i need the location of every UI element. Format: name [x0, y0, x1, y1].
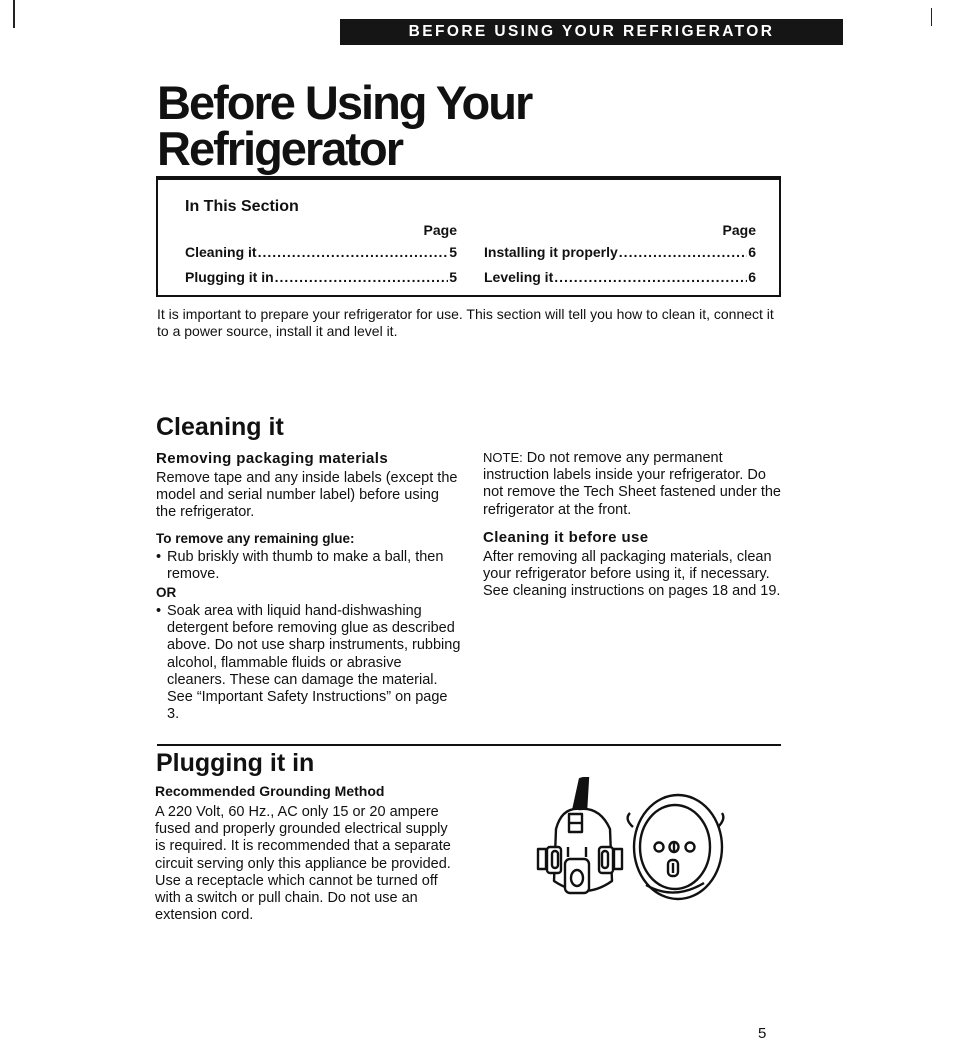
scan-mark-right — [931, 8, 932, 26]
toc-entry[interactable] — [185, 265, 457, 290]
running-header: BEFORE USING YOUR REFRIGERATOR — [340, 19, 843, 45]
plugging-column — [155, 783, 460, 924]
toc-entry-page: 6 — [748, 244, 756, 260]
grounding-method-text: A 220 Volt, 60 Hz., AC only 15 or 20 ampere fused and properly grounded electrical supply is required. It is recommended that a separate circuit serving only this appliance be provided. Use a receptacle which cannot be turned off with a switch or pull chain. Do not use an extension cord. — [155, 804, 451, 924]
receptacle-icon — [628, 795, 724, 899]
or-separator: OR — [156, 585, 177, 601]
cleaning-left-column — [156, 450, 461, 723]
toc-entry[interactable] — [185, 240, 457, 265]
toc-entry-label: Plugging it in — [185, 269, 274, 285]
toc-entry[interactable] — [484, 265, 756, 290]
toc-entry-page: 5 — [449, 244, 457, 260]
intro-paragraph: It is important to prepare your refrigerator for use. This section will tell you how to clean it, connect it to a power source, install it and level it. — [157, 306, 774, 339]
toc-entry-label: Cleaning it — [185, 244, 257, 260]
toc-leader — [258, 240, 449, 265]
page-number: 5 — [758, 1025, 767, 1042]
toc-leader — [554, 265, 747, 290]
bullet-soak-area: • Soak area with liquid hand-dishwashing detergent before removing glue as described above. Do not use sharp instruments, rubbing alcohol, flammable fluids or abrasive cleaners. These can damage the material. See “Important Safety Instructions” on page 3. — [156, 603, 461, 723]
toc-page-header: Page — [423, 222, 457, 238]
toc-left-column — [185, 220, 457, 290]
cleaning-right-column — [483, 449, 783, 600]
page-title-line1: Before Using Your — [157, 76, 532, 129]
plug-icon — [538, 777, 622, 893]
removing-packaging-text: Remove tape and any inside labels (except the model and serial number label) before using the refrigerator. — [156, 470, 458, 521]
toc-entry-page: 5 — [449, 269, 457, 285]
section-title-cleaning: Cleaning it — [156, 413, 284, 441]
grounding-method-heading: Recommended Grounding Method — [155, 783, 385, 799]
toc-entry[interactable] — [484, 240, 756, 265]
cleaning-before-use-text: After removing all packaging materials, clean your refrigerator before using it, if necessary. See cleaning instructions on pages 18 and 19. — [483, 548, 781, 600]
subheading-removing-packaging: Removing packaging materials — [156, 450, 389, 467]
toc-page-header: Page — [722, 222, 756, 238]
section-title-plugging: Plugging it in — [156, 749, 315, 777]
section-divider — [157, 744, 781, 746]
glue-instructions-heading: To remove any remaining glue: — [156, 530, 355, 546]
subheading-cleaning-before-use: Cleaning it before use — [483, 528, 649, 546]
section-contents-box — [156, 176, 781, 297]
toc-entry-page: 6 — [748, 269, 756, 285]
toc-entry-label: Installing it properly — [484, 244, 618, 260]
plug-and-receptacle-illustration — [528, 777, 728, 907]
toc-heading: In This Section — [185, 198, 299, 215]
page-title — [157, 76, 757, 175]
toc-leader — [275, 265, 449, 290]
toc-entry-label: Leveling it — [484, 269, 554, 285]
toc-right-column — [484, 220, 756, 290]
toc-leader — [619, 240, 747, 265]
note-label: NOTE: — [483, 450, 523, 465]
note-text: Do not remove any permanent instruction labels inside your refrigerator. Do not remove the Tech Sheet fastened under the refrigerator at the front. — [483, 450, 781, 518]
scan-mark-left — [13, 0, 15, 28]
bullet-rub-briskly: • Rub briskly with thumb to make a ball, then remove. — [156, 549, 461, 583]
note-paragraph — [483, 449, 783, 519]
page-title-line2: Refrigerator — [157, 122, 403, 175]
